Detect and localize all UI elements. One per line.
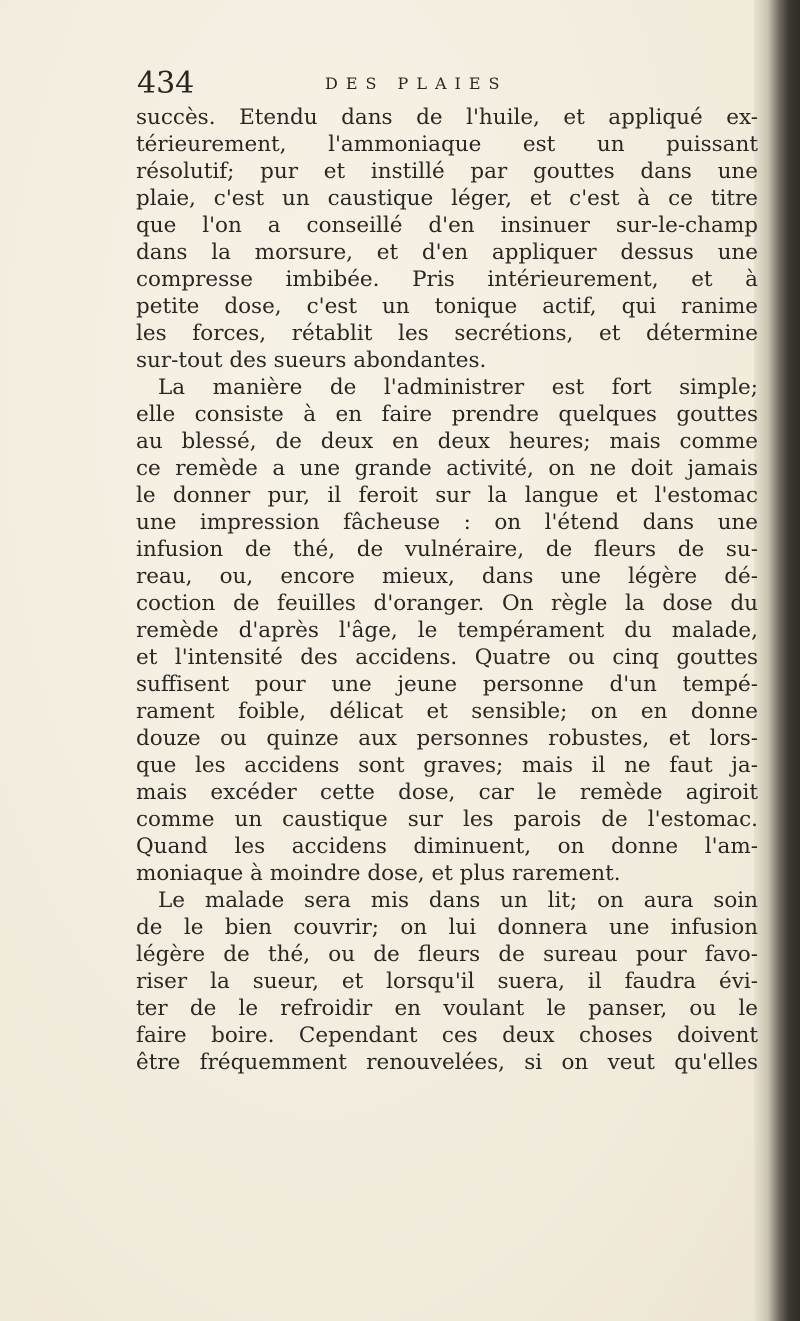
text-line: moniaque à moindre dose, et plus rarement.	[136, 861, 621, 886]
text-line: riser la sueur, et lorsqu'il suera, il faudra évi-	[136, 969, 758, 994]
text-line: succès. Etendu dans de l'huile, et appliqué ex-	[136, 105, 758, 130]
text-line: que les accidens sont graves; mais il ne faut ja-	[136, 753, 758, 778]
running-head: DES PLAIES	[325, 74, 508, 93]
text-line: rament foible, délicat et sensible; on en donne	[136, 699, 758, 724]
text-line: au blessé, de deux en deux heures; mais comme	[136, 429, 758, 454]
text-line: petite dose, c'est un tonique actif, qui ranime	[136, 294, 758, 319]
text-line: coction de feuilles d'oranger. On règle la dose du	[136, 591, 758, 616]
text-line: ce remède a une grande activité, on ne doit jamais	[136, 456, 758, 481]
text-line: sur-tout des sueurs abondantes.	[136, 348, 487, 373]
text-line: une impression fâcheuse : on l'étend dans une	[136, 510, 758, 535]
text-line: dans la morsure, et d'en appliquer dessus une	[136, 240, 758, 265]
text-line: reau, ou, encore mieux, dans une légère dé-	[136, 564, 758, 589]
page-number: 434	[137, 66, 195, 101]
text-line: de le bien couvrir; on lui donnera une infusion	[136, 915, 758, 940]
book-spine	[754, 0, 800, 1321]
text-line: résolutif; pur et instillé par gouttes dans une	[136, 159, 758, 184]
text-line: plaie, c'est un caustique léger, et c'est à ce titre	[136, 186, 758, 211]
text-line: ter de le refroidir en voulant le panser, ou le	[136, 996, 758, 1021]
text-line: le donner pur, il feroit sur la langue et l'estomac	[136, 483, 758, 508]
text-line: Quand les accidens diminuent, on donne l'am-	[136, 834, 758, 859]
body-text	[136, 104, 758, 1076]
text-line: que l'on a conseillé d'en insinuer sur-le-champ	[136, 213, 758, 238]
text-line: elle consiste à en faire prendre quelques gouttes	[136, 402, 758, 427]
page-header	[137, 64, 737, 104]
text-line: suffisent pour une jeune personne d'un tempé-	[136, 672, 758, 697]
text-line: douze ou quinze aux personnes robustes, et lors-	[136, 726, 758, 751]
text-line: térieurement, l'ammoniaque est un puissant	[136, 132, 758, 157]
text-line: remède d'après l'âge, le tempérament du malade,	[136, 618, 758, 643]
text-line: et l'intensité des accidens. Quatre ou cinq gouttes	[136, 645, 758, 670]
text-line: mais excéder cette dose, car le remède agiroit	[136, 780, 758, 805]
text-line: comme un caustique sur les parois de l'estomac.	[136, 807, 758, 832]
text-line: infusion de thé, de vulnéraire, de fleurs de su-	[136, 537, 758, 562]
text-line: légère de thé, ou de fleurs de sureau pour favo-	[136, 942, 758, 967]
text-line: les forces, rétablit les secrétions, et détermine	[136, 321, 758, 346]
text-line: être fréquemment renouvelées, si on veut qu'elles	[136, 1050, 758, 1075]
paragraph-start: Le malade sera mis dans un lit; on aura soin	[158, 888, 758, 913]
paragraph-start: La manière de l'administrer est fort simple;	[158, 375, 758, 400]
text-line: compresse imbibée. Pris intérieurement, et à	[136, 267, 758, 292]
text-line: faire boire. Cependant ces deux choses doivent	[136, 1023, 758, 1048]
